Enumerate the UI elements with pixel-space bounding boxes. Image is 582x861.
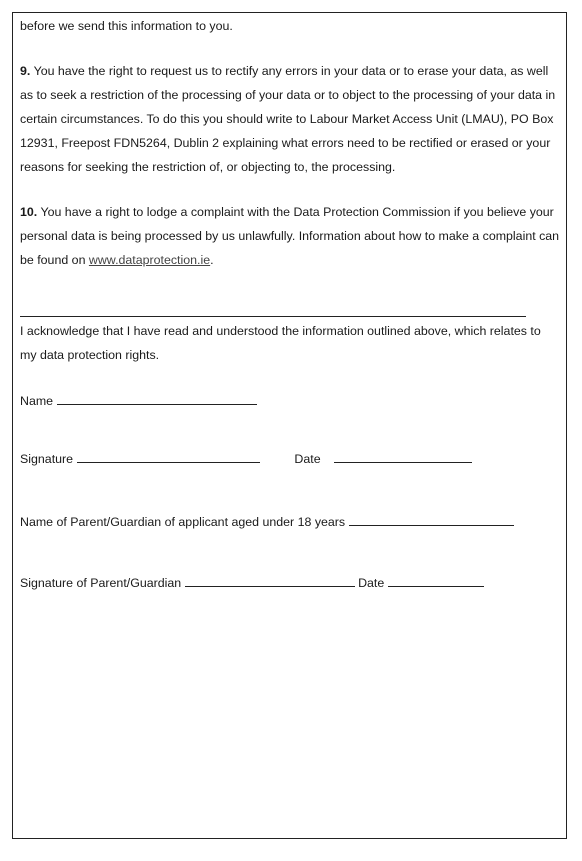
separator-line (20, 316, 526, 317)
paragraph-9-text: You have the right to request us to rectify any errors in your data or to erase your data, as well as to seek a restriction of the processing of your data or to object to the processing of your data in certain circumstances. To do this you should write to Labour Market Access Unit (LMAU), PO Box 12931, Freepost FDN5264, Dublin 2 explaining what errors need to be rectified or erased or your reasons for seeking the restriction of, or objecting to, the processing. (20, 64, 556, 174)
guardian-signature-field (20, 574, 484, 591)
guardian-signature-label: Signature of Parent/Guardian (20, 576, 182, 590)
name-line[interactable] (57, 392, 257, 405)
name-label: Name (20, 394, 54, 408)
acknowledgement-text: I acknowledge that I have read and understood the information outlined above, which relates to my data protection rights. (20, 324, 541, 362)
guardian-date-line[interactable] (388, 574, 484, 587)
guardian-name-field (20, 513, 514, 530)
signature-label: Signature (20, 452, 74, 466)
name-field (20, 392, 257, 409)
guardian-signature-line[interactable] (185, 574, 355, 587)
paragraph-10-end: . (210, 253, 214, 267)
paragraph-9 (20, 59, 560, 179)
intro-line: before we send this information to you. (20, 19, 233, 33)
document-body (20, 14, 560, 272)
guardian-date-label: Date (358, 576, 385, 590)
guardian-name-label: Name of Parent/Guardian of applicant aged under 18 years (20, 515, 346, 529)
dataprotection-link[interactable]: www.dataprotection.ie (88, 253, 211, 267)
paragraph-10 (20, 200, 560, 272)
signature-line[interactable] (77, 450, 260, 463)
paragraph-10-number: 10. (20, 205, 38, 219)
date-label: Date (294, 452, 321, 466)
date-line[interactable] (334, 450, 472, 463)
signature-field (20, 450, 472, 467)
guardian-name-line[interactable] (349, 513, 514, 526)
paragraph-9-number: 9. (20, 64, 31, 78)
paragraph-10-text: You have a right to lodge a complaint with the Data Protection Commission if you believe your personal data is being processed by us unlawfully. Information about how to make a complaint can be found on (20, 205, 560, 267)
